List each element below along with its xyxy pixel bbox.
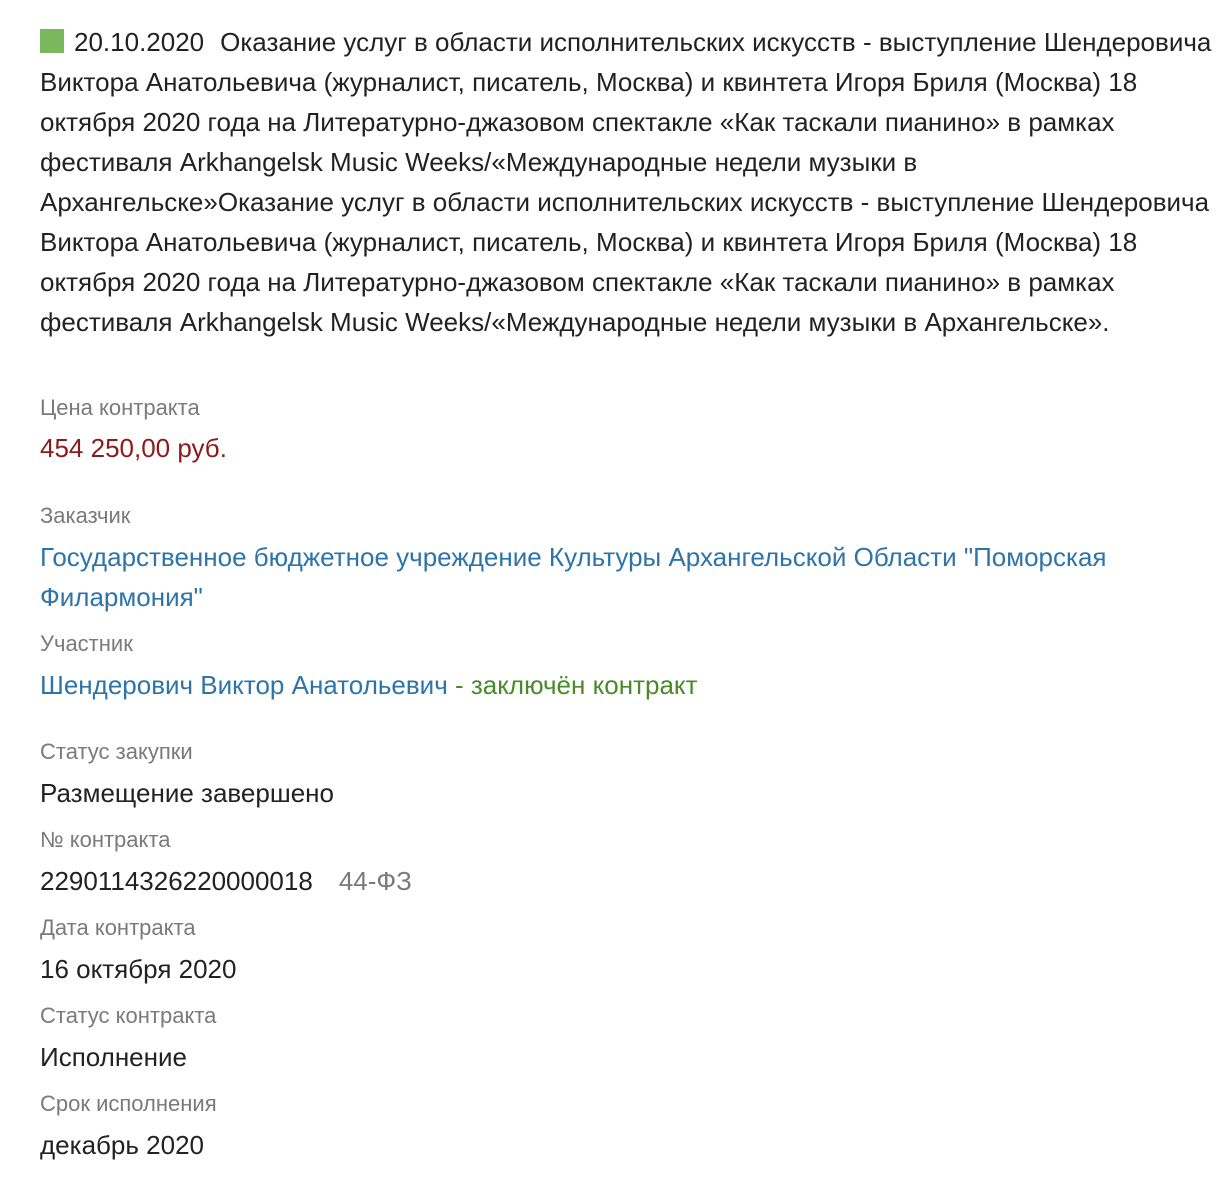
- contract-number-row: [40, 861, 412, 901]
- contract-number-value: 2290114326220000018: [40, 866, 313, 896]
- green-square-icon: [40, 29, 64, 53]
- contract-status-value: Исполнение: [40, 1042, 187, 1072]
- contract-law: 44-ФЗ: [338, 866, 412, 896]
- customer-link[interactable]: Государственное бюджетное учреждение Культуры Архангельской Области "Поморская Филармония": [40, 542, 1107, 612]
- contract-date-label: Дата контракта: [40, 915, 196, 940]
- contract-status-label: Статус контракта: [40, 1003, 217, 1028]
- contract-description: Оказание услуг в области исполнительских искусств - выступление Шендеровича Виктора Анатольевича (журналист, писатель, Москва) и квинтета Игоря Бриля (Москва) 18 октября 2020 года на Литературно-джазовом спектакле «Как таскали пианино» в рамках фестиваля Arkhangelsk Music Weeks/«Международные недели музыки в Архангельске»Оказание услуг в области исполнительских искусств - выступление Шендеровича Виктора Анатольевича (журналист, писатель, Москва) и квинтета Игоря Бриля (Москва) 18 октября 2020 года на Литературно-джазовом спектакле «Как таскали пианино» в рамках фестиваля Arkhangelsk Music Weeks/«Международные недели музыки в Архангельске».: [40, 27, 1212, 337]
- contract-description-block: [40, 22, 1212, 342]
- participant-row: [40, 665, 697, 705]
- customer-label: Заказчик: [40, 503, 131, 528]
- price-value: 454 250,00 руб.: [40, 433, 227, 463]
- publication-date: 20.10.2020: [74, 27, 205, 57]
- execution-term-label: Срок исполнения: [40, 1091, 217, 1116]
- participant-label: Участник: [40, 631, 133, 656]
- price-label: Цена контракта: [40, 395, 200, 420]
- procurement-status-label: Статус закупки: [40, 739, 193, 764]
- contract-date-value: 16 октября 2020: [40, 954, 237, 984]
- procurement-status-value: Размещение завершено: [40, 778, 334, 808]
- participant-status: - заключён контракт: [447, 670, 698, 700]
- participant-link[interactable]: Шендерович Виктор Анатольевич: [40, 670, 448, 700]
- contract-number-label: № контракта: [40, 827, 171, 852]
- execution-term-value: декабрь 2020: [40, 1130, 204, 1160]
